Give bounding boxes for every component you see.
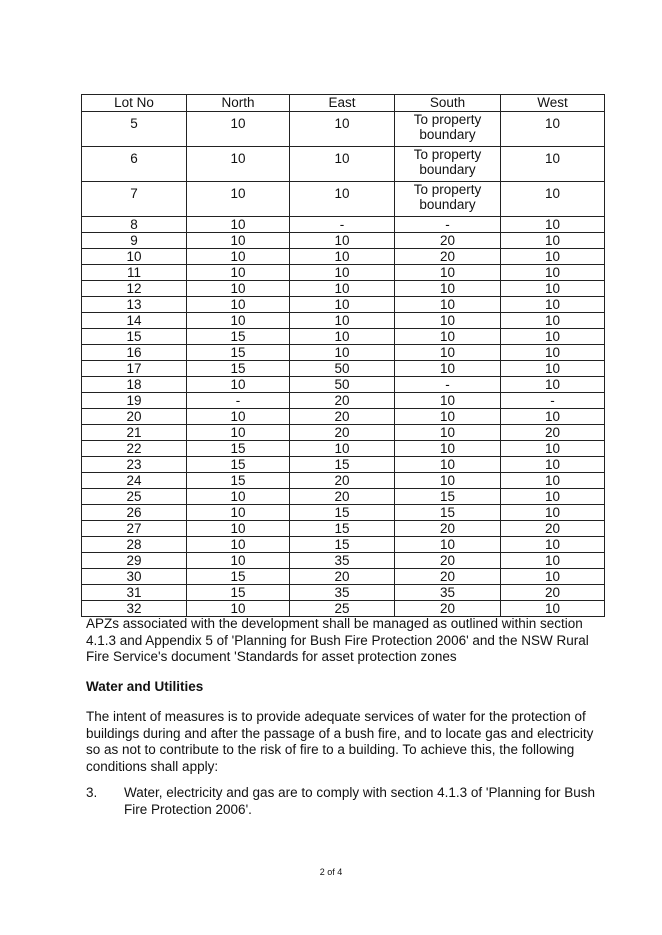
table-row: [82, 217, 605, 233]
table-cell: 10: [395, 537, 501, 553]
table-cell: 20: [395, 569, 501, 585]
table-cell: 10: [290, 313, 395, 329]
table-row: [82, 569, 605, 585]
table-cell: 10: [187, 112, 290, 147]
table-row: [82, 601, 605, 617]
table-cell: 15: [290, 457, 395, 473]
table-row: [82, 393, 605, 409]
table-cell: 10: [290, 345, 395, 361]
table-cell: -: [501, 393, 605, 409]
table-cell: 10: [395, 457, 501, 473]
table-cell: 10: [501, 281, 605, 297]
table-cell: 20: [501, 425, 605, 441]
table-cell: 10: [501, 537, 605, 553]
table-cell: 31: [82, 585, 187, 601]
table-cell: 10: [187, 249, 290, 265]
table-cell: 10: [501, 217, 605, 233]
table-cell: 10: [82, 249, 187, 265]
table-cell: 10: [501, 345, 605, 361]
table-header-row: [82, 95, 605, 112]
table-cell: 21: [82, 425, 187, 441]
table-cell: 10: [501, 473, 605, 489]
table-row: [82, 489, 605, 505]
table-row: [82, 585, 605, 601]
table-cell: 10: [395, 281, 501, 297]
table-cell: 15: [290, 505, 395, 521]
table-cell: 10: [290, 281, 395, 297]
table-cell: 14: [82, 313, 187, 329]
table-cell: 20: [290, 393, 395, 409]
table-cell: 10: [501, 313, 605, 329]
table-cell: 10: [290, 249, 395, 265]
table-cell: 10: [501, 112, 605, 147]
table-cell: 10: [290, 329, 395, 345]
table-cell: 10: [501, 441, 605, 457]
table-cell: 9: [82, 233, 187, 249]
table-row: [82, 521, 605, 537]
table-row: [82, 361, 605, 377]
table-row: [82, 182, 605, 217]
table-row: [82, 265, 605, 281]
table-cell: 27: [82, 521, 187, 537]
table-cell: 20: [395, 553, 501, 569]
table-cell: 20: [82, 409, 187, 425]
table-cell: 15: [187, 585, 290, 601]
table-cell: 10: [290, 297, 395, 313]
table-cell: 10: [187, 409, 290, 425]
table-cell: 12: [82, 281, 187, 297]
table-cell: 10: [187, 505, 290, 521]
table-cell: 10: [187, 313, 290, 329]
table-cell: 15: [290, 521, 395, 537]
table-row: [82, 329, 605, 345]
table-cell: 15: [187, 361, 290, 377]
table-cell: 10: [395, 345, 501, 361]
table-row: [82, 249, 605, 265]
table-cell: 15: [395, 489, 501, 505]
table-cell: 10: [187, 182, 290, 217]
table-row: [82, 505, 605, 521]
table-cell: 10: [187, 537, 290, 553]
table-row: [82, 147, 605, 182]
table-cell: 10: [187, 489, 290, 505]
table-cell: 23: [82, 457, 187, 473]
table-cell: 28: [82, 537, 187, 553]
table-cell: To property boundary: [395, 147, 501, 182]
apz-paragraph: APZs associated with the development shall be managed as outlined within section 4.1.3 and Appendix 5 of 'Planning for Bush Fire Protection 2006' and the NSW Rural Fire Service's document 'Standards for asset protection zones: [86, 616, 589, 664]
table-row: [82, 457, 605, 473]
table-cell: 15: [395, 505, 501, 521]
apz-table: [81, 94, 605, 617]
table-cell: 15: [82, 329, 187, 345]
table-cell: 10: [395, 409, 501, 425]
table-cell: 20: [395, 601, 501, 617]
condition-number: 3.: [86, 785, 98, 800]
table-cell: 10: [187, 233, 290, 249]
header-south: South: [395, 95, 501, 112]
table-cell: -: [187, 393, 290, 409]
table-cell: 20: [290, 489, 395, 505]
table-cell: 10: [395, 393, 501, 409]
table-row: [82, 441, 605, 457]
table-cell: 15: [187, 345, 290, 361]
table-cell: 10: [501, 569, 605, 585]
table-cell: 20: [290, 425, 395, 441]
table-cell: 11: [82, 265, 187, 281]
table-cell: 10: [395, 329, 501, 345]
table-cell: 7: [82, 182, 187, 217]
table-cell: 20: [395, 249, 501, 265]
condition-text: Water, electricity and gas are to comply with section 4.1.3 of 'Planning for Bush Fire Protection 2006'.: [124, 785, 596, 817]
table-cell: 8: [82, 217, 187, 233]
table-cell: 10: [501, 489, 605, 505]
table-cell: -: [290, 217, 395, 233]
table-cell: 50: [290, 361, 395, 377]
table-cell: 10: [501, 377, 605, 393]
table-row: [82, 425, 605, 441]
table-cell: 19: [82, 393, 187, 409]
table-cell: 17: [82, 361, 187, 377]
table-cell: 6: [82, 147, 187, 182]
table-cell: 10: [290, 182, 395, 217]
table-cell: 10: [501, 409, 605, 425]
table-cell: 10: [501, 147, 605, 182]
header-lot-no: Lot No: [82, 95, 187, 112]
table-cell: 26: [82, 505, 187, 521]
table-cell: 15: [187, 569, 290, 585]
table-cell: 10: [187, 377, 290, 393]
table-cell: 10: [501, 265, 605, 281]
table-cell: 10: [187, 553, 290, 569]
table-body: [82, 112, 605, 617]
table-cell: 10: [290, 441, 395, 457]
table-cell: 20: [290, 473, 395, 489]
table-cell: 35: [290, 585, 395, 601]
table-cell: 24: [82, 473, 187, 489]
table-row: [82, 297, 605, 313]
table-cell: 10: [395, 265, 501, 281]
table-cell: 10: [290, 265, 395, 281]
table-cell: -: [395, 217, 501, 233]
table-cell: 10: [501, 233, 605, 249]
table-cell: 10: [290, 147, 395, 182]
table-row: [82, 409, 605, 425]
table-cell: 10: [187, 521, 290, 537]
table-row: [82, 473, 605, 489]
table-cell: 10: [501, 182, 605, 217]
table-cell: 10: [395, 361, 501, 377]
table-row: [82, 537, 605, 553]
table-cell: 15: [187, 441, 290, 457]
table-cell: 20: [501, 521, 605, 537]
table-cell: 10: [501, 601, 605, 617]
table-row: [82, 345, 605, 361]
table-cell: 10: [395, 313, 501, 329]
table-cell: 18: [82, 377, 187, 393]
table-cell: 10: [501, 505, 605, 521]
table-cell: 15: [187, 473, 290, 489]
table-cell: 15: [187, 329, 290, 345]
table-cell: 10: [395, 297, 501, 313]
table-cell: 22: [82, 441, 187, 457]
table-row: [82, 112, 605, 147]
table-cell: 5: [82, 112, 187, 147]
header-east: East: [290, 95, 395, 112]
table-cell: 29: [82, 553, 187, 569]
table-row: [82, 281, 605, 297]
table-cell: 10: [395, 441, 501, 457]
table-cell: To property boundary: [395, 182, 501, 217]
table-cell: 15: [290, 537, 395, 553]
table-cell: 10: [187, 601, 290, 617]
table-row: [82, 233, 605, 249]
table-row: [82, 377, 605, 393]
table-cell: 20: [290, 409, 395, 425]
table-cell: -: [395, 377, 501, 393]
table-cell: 10: [187, 217, 290, 233]
table-cell: 15: [187, 457, 290, 473]
table-cell: 32: [82, 601, 187, 617]
table-cell: 25: [82, 489, 187, 505]
table-cell: 10: [501, 297, 605, 313]
table-cell: 10: [187, 281, 290, 297]
table-cell: 20: [290, 569, 395, 585]
table-cell: 35: [395, 585, 501, 601]
table-cell: 50: [290, 377, 395, 393]
table-cell: 13: [82, 297, 187, 313]
table-cell: 10: [501, 457, 605, 473]
table-cell: 10: [501, 329, 605, 345]
table-cell: 10: [290, 233, 395, 249]
intent-paragraph: The intent of measures is to provide adequate services of water for the protection of buildings during and after the passage of a bush fire, and to locate gas and electricity so as not to contribute to the risk of fire to a building. To achieve this, the following conditions shall apply:: [86, 709, 594, 774]
table-cell: 20: [395, 521, 501, 537]
table-row: [82, 313, 605, 329]
table-cell: 30: [82, 569, 187, 585]
table-cell: 10: [501, 361, 605, 377]
table-cell: 10: [187, 265, 290, 281]
table-cell: 20: [395, 233, 501, 249]
table-cell: 10: [290, 112, 395, 147]
table-cell: 10: [187, 147, 290, 182]
table-cell: 25: [290, 601, 395, 617]
table-cell: 10: [501, 553, 605, 569]
table-cell: 10: [501, 249, 605, 265]
table-row: [82, 553, 605, 569]
table-cell: 10: [395, 473, 501, 489]
table-cell: 10: [395, 425, 501, 441]
table-cell: 35: [290, 553, 395, 569]
table-cell: 10: [187, 425, 290, 441]
header-north: North: [187, 95, 290, 112]
table-cell: 10: [187, 297, 290, 313]
table-cell: 16: [82, 345, 187, 361]
page-number: 2 of 4: [319, 867, 343, 877]
header-west: West: [501, 95, 605, 112]
table-cell: To property boundary: [395, 112, 501, 147]
section-heading: Water and Utilities: [86, 679, 204, 694]
table-cell: 20: [501, 585, 605, 601]
